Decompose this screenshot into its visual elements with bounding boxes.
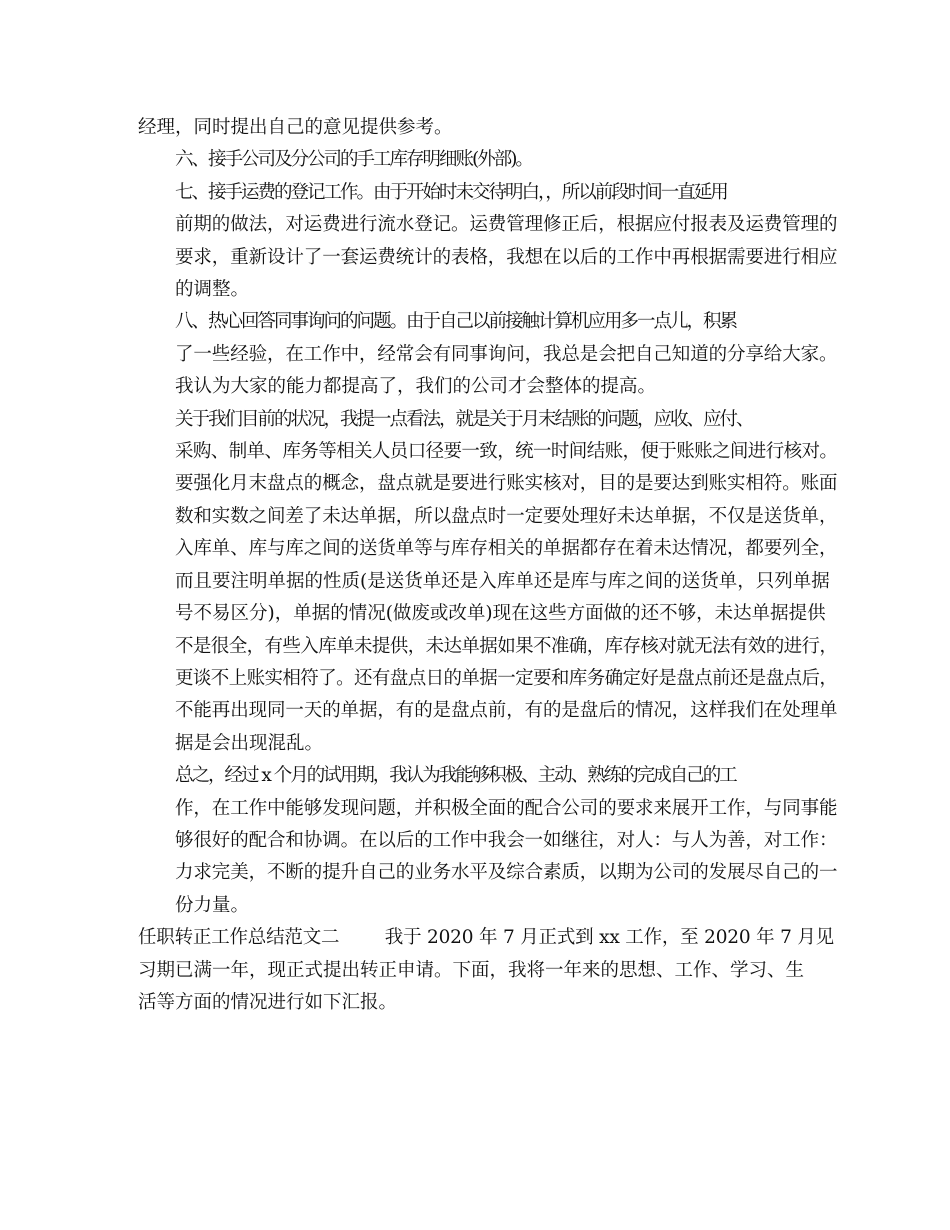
text-line: 力求完美，不断的提升自己的业务水平及综合素质，以期为公司的发展尽自己的一 (175, 862, 838, 884)
text-line: 数和实数之间差了未达单据，所以盘点时一定要处理好未达单据，不仅是送货单， (175, 505, 838, 527)
text-line: 的调整。 (175, 279, 250, 301)
section-two-intro: 我于 2020 年 7 月正式到 xx 工作，至 2020 年 7 月见 (384, 927, 834, 949)
document-body (138, 112, 838, 1019)
text-line: 活等方面的情况进行如下汇报。 (138, 991, 398, 1013)
text-line: 八、热心回答同事询问的问题。由于自己以前接触计算机应用多一点儿，积累 (175, 311, 737, 333)
paragraph-p4 (138, 306, 838, 403)
text-line: 不能再出现同一天的单据，有的是盘点前，有的是盘后的情况，这样我们在处理单 (175, 700, 838, 722)
paragraph-p3 (138, 177, 838, 307)
text-line: 前期的做法，对运费进行流水登记。运费管理修正后，根据应付报表及运费管理的 (175, 214, 838, 236)
section-two-heading: 任职转正工作总结范文二 (138, 927, 340, 949)
text-line: 作，在工作中能够发现问题，并积极全面的配合公司的要求来展开工作，与同事能 (175, 797, 838, 819)
text-line: 习期已满一年，现正式提出转正申请。下面，我将一年来的思想、工作、学习、生 (138, 959, 805, 981)
section-two-first-line (138, 922, 838, 954)
text-line: 而且要注明单据的性质(是送货单还是入库单还是库与库之间的送货单，只列单据 (175, 570, 830, 592)
text-line: 六、接手公司及分公司的手工库存明细账(外部)。 (175, 149, 532, 171)
text-line: 据是会出现混乱。 (175, 732, 324, 754)
text-line: 了一些经验，在工作中，经常会有同事询问，我总是会把自己知道的分享给大家。 (175, 343, 838, 365)
text-line: 更谈不上账实相符了。还有盘点日的单据一定要和库务确定好是盘点前还是盘点后， (175, 667, 838, 689)
text-line: 我认为大家的能力都提高了，我们的公司才会整体的提高。 (175, 376, 657, 398)
text-line: 要求，重新设计了一套运费统计的表格，我想在以后的工作中再根据需要进行相应 (175, 246, 838, 268)
text-line: 采购、制单、库务等相关人员口径要一致，统一时间结账，便于账账之间进行核对。 (175, 441, 838, 463)
text-line: 要强化月末盘点的概念，盘点就是要进行账实核对，目的是要达到账实相符。账面 (175, 473, 838, 495)
text-line: 总之，经过 x 个月的试用期，我认为我能够积极、主动、熟练的完成自己的工 (175, 765, 736, 787)
text-line: 七、接手运费的登记工作。由于开始时未交待明白，，所以前段时间一直延用 (175, 181, 727, 203)
text-line: 入库单、库与库之间的送货单等与库存相关的单据都存在着未达情况，都要列全， (175, 538, 838, 560)
text-line: 够很好的配合和协调。在以后的工作中我会一如继往，对人：与人为善，对工作： (175, 829, 838, 851)
paragraph-p1 (138, 112, 838, 144)
text-line: 经理，同时提出自己的意见提供参考。 (138, 117, 453, 138)
text-line: 不是很全，有些入库单未提供，未达单据如果不准确，库存核对就无法有效的进行， (175, 635, 838, 657)
text-line: 号不易区分)，单据的情况(做废或改单)现在这些方面做的还不够，未达单据提供 (175, 603, 826, 625)
text-line: 关于我们目前的状况，我提一点看法，就是关于月末结账的问题，应收、应付、 (175, 408, 753, 430)
paragraph-p6 (138, 760, 838, 922)
paragraph-p5 (138, 404, 838, 760)
paragraph-p2 (138, 144, 838, 176)
text-line: 份力量。 (175, 894, 250, 916)
section-two (138, 922, 838, 1019)
